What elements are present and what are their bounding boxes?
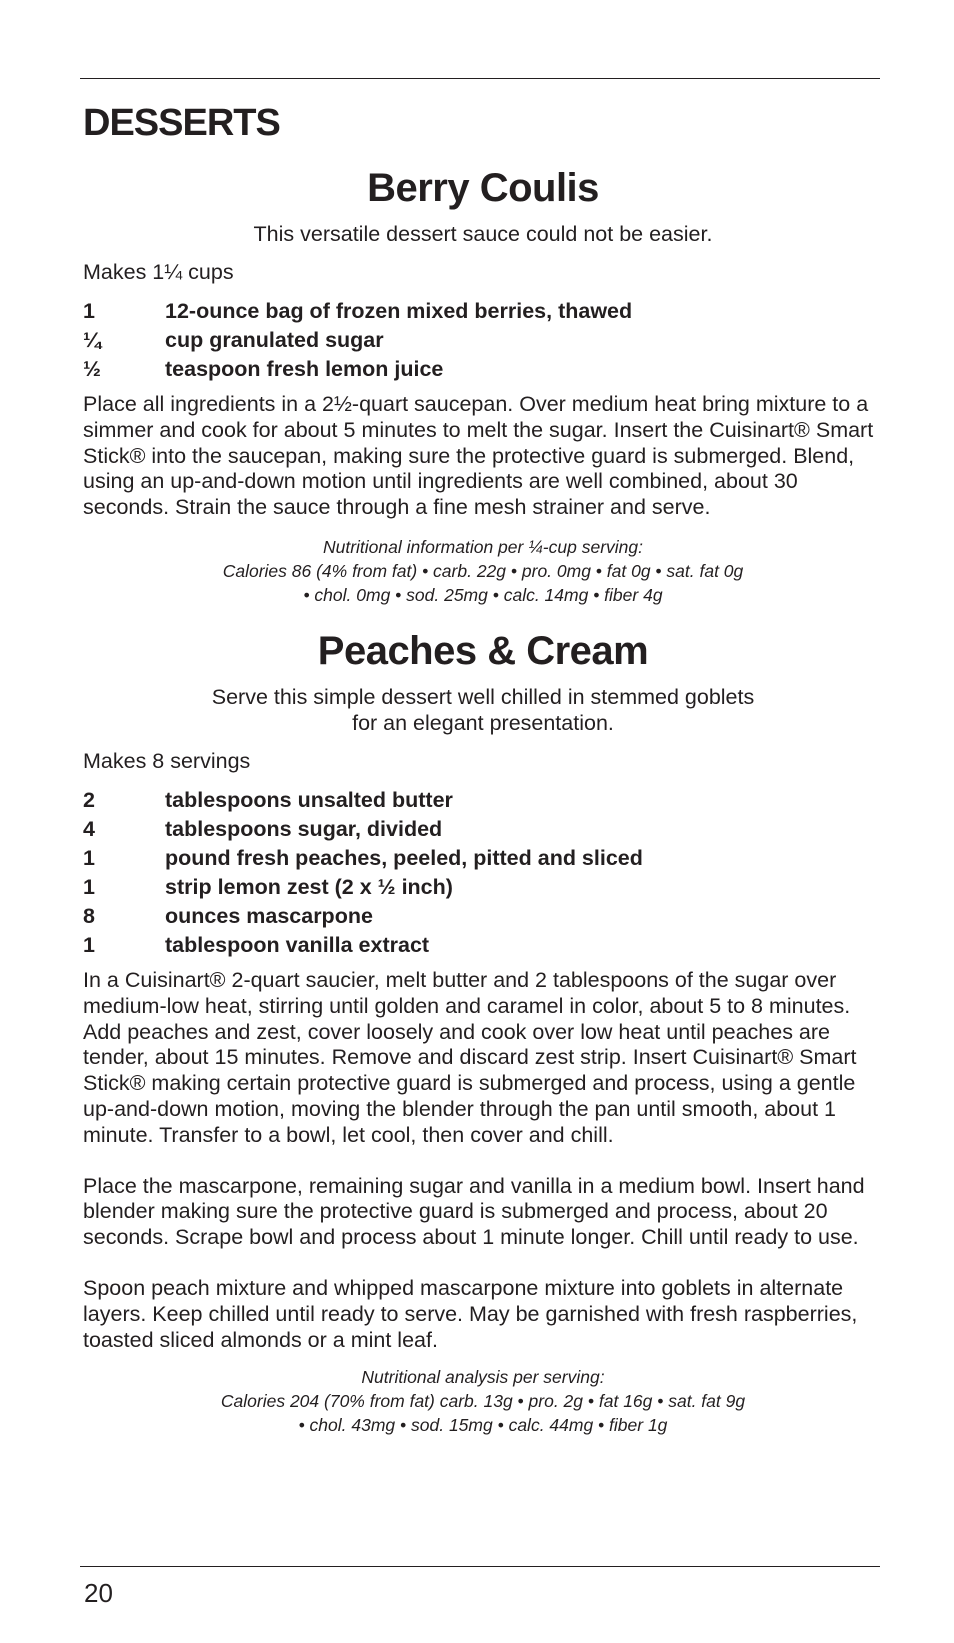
recipe-directions: Spoon peach mixture and whipped mascarpone mixture into goblets in alternate layers. Keep chilled until ready to serve. May be garnished with fresh raspberries, toasted sliced almonds or a mint leaf. xyxy=(83,1275,858,1352)
recipe-directions: Place all ingredients in a 2½-quart saucepan. Over medium heat bring mixture to a simmer and cook for about 5 minutes to melt the sugar. Insert the Cuisinart® Smart Stick® into the saucepan, making sure the protective guard is submerged. Blend, using an up-and-down motion until ingredients are well combined, about 30 seconds. Strain the sauce through a fine mesh strainer and serve. xyxy=(83,392,874,520)
ingredient-item xyxy=(83,355,883,384)
bottom-rule xyxy=(80,1566,880,1567)
ingredient-item xyxy=(83,326,883,355)
recipe-peaches-cream xyxy=(83,627,883,1437)
ingredient-item xyxy=(83,931,883,960)
ingredient-qty: 4 xyxy=(83,816,95,841)
ingredient-item xyxy=(83,815,883,844)
ingredient-qty: 8 xyxy=(83,903,95,928)
ingredient-text: tablespoons unsalted butter xyxy=(165,787,453,812)
ingredient-item xyxy=(83,297,883,326)
ingredient-text: 12-ounce bag of frozen mixed berries, thawed xyxy=(165,299,633,323)
recipe-yield: Makes 8 servings xyxy=(83,748,251,773)
nutrition-line: Nutritional information per ¼-cup serving: xyxy=(322,536,643,557)
nutrition-line: • chol. 43mg • sod. 15mg • calc. 44mg • fiber 1g xyxy=(298,1415,668,1436)
section-title: DESSERTS xyxy=(83,102,280,144)
page-number: 20 xyxy=(84,1578,113,1608)
ingredient-qty: 1 xyxy=(83,932,95,957)
ingredient-qty: 1 xyxy=(83,299,95,323)
ingredient-list xyxy=(83,786,883,960)
ingredient-text: tablespoons sugar, divided xyxy=(165,816,443,841)
ingredient-item xyxy=(83,902,883,931)
ingredient-list xyxy=(83,297,883,384)
recipe-berry-coulis xyxy=(83,164,883,607)
nutrition-info xyxy=(83,535,883,607)
ingredient-qty: ¼ xyxy=(83,328,101,352)
ingredient-text: tablespoon vanilla extract xyxy=(165,932,430,957)
ingredient-text: cup granulated sugar xyxy=(165,328,384,352)
ingredient-text: pound fresh peaches, peeled, pitted and sliced xyxy=(165,845,643,870)
recipe-intro: This versatile dessert sauce could not be easier. xyxy=(253,222,713,246)
nutrition-line: • chol. 0mg • sod. 25mg • calc. 14mg • fiber 4g xyxy=(303,584,663,605)
ingredient-item xyxy=(83,786,883,815)
nutrition-line: Calories 204 (70% from fat) carb. 13g • pro. 2g • fat 16g • sat. fat 9g xyxy=(220,1391,746,1412)
nutrition-info xyxy=(83,1365,883,1437)
ingredient-text: ounces mascarpone xyxy=(165,903,373,928)
ingredient-qty: ½ xyxy=(83,357,101,381)
top-rule xyxy=(80,78,880,79)
ingredient-text: strip lemon zest (2 x ½ inch) xyxy=(165,874,453,899)
ingredient-qty: 1 xyxy=(83,874,95,899)
ingredient-text: teaspoon fresh lemon juice xyxy=(165,357,444,381)
ingredient-qty: 2 xyxy=(83,787,95,812)
recipe-intro: Serve this simple dessert well chilled in stemmed goblets for an elegant presentation. xyxy=(211,684,755,735)
recipe-directions: In a Cuisinart® 2-quart saucier, melt butter and 2 tablespoons of the sugar over medium-low heat, stirring until golden and caramel in color, about 5 to 8 minutes. Add peaches and zest, cover loosely and cook over low heat until peaches are tender, about 15 minutes. Remove and discard zest strip. Insert Cuisinart® Smart Stick® making certain protective guard is submerged and process, using a gentle up-and-down motion, moving the blender through the pan until smooth, about 1 minute. Transfer to a bowl, let cool, then cover and chill. xyxy=(83,967,857,1147)
recipe-yield: Makes 1¼ cups xyxy=(83,260,234,284)
recipe-directions: Place the mascarpone, remaining sugar and vanilla in a medium bowl. Insert hand blender making sure the protective guard is submerged and process, about 20 seconds. Scrape bowl and process about 1 minute longer. Chill until ready to use. xyxy=(83,1173,865,1250)
nutrition-line: Nutritional analysis per serving: xyxy=(361,1367,605,1388)
recipe-title: Berry Coulis xyxy=(367,166,599,210)
ingredient-item xyxy=(83,873,883,902)
page-content xyxy=(83,164,883,1437)
nutrition-line: Calories 86 (4% from fat) • carb. 22g • pro. 0mg • fat 0g • sat. fat 0g xyxy=(222,560,744,581)
recipe-title: Peaches & Cream xyxy=(317,628,649,673)
ingredient-item xyxy=(83,844,883,873)
ingredient-qty: 1 xyxy=(83,845,95,870)
